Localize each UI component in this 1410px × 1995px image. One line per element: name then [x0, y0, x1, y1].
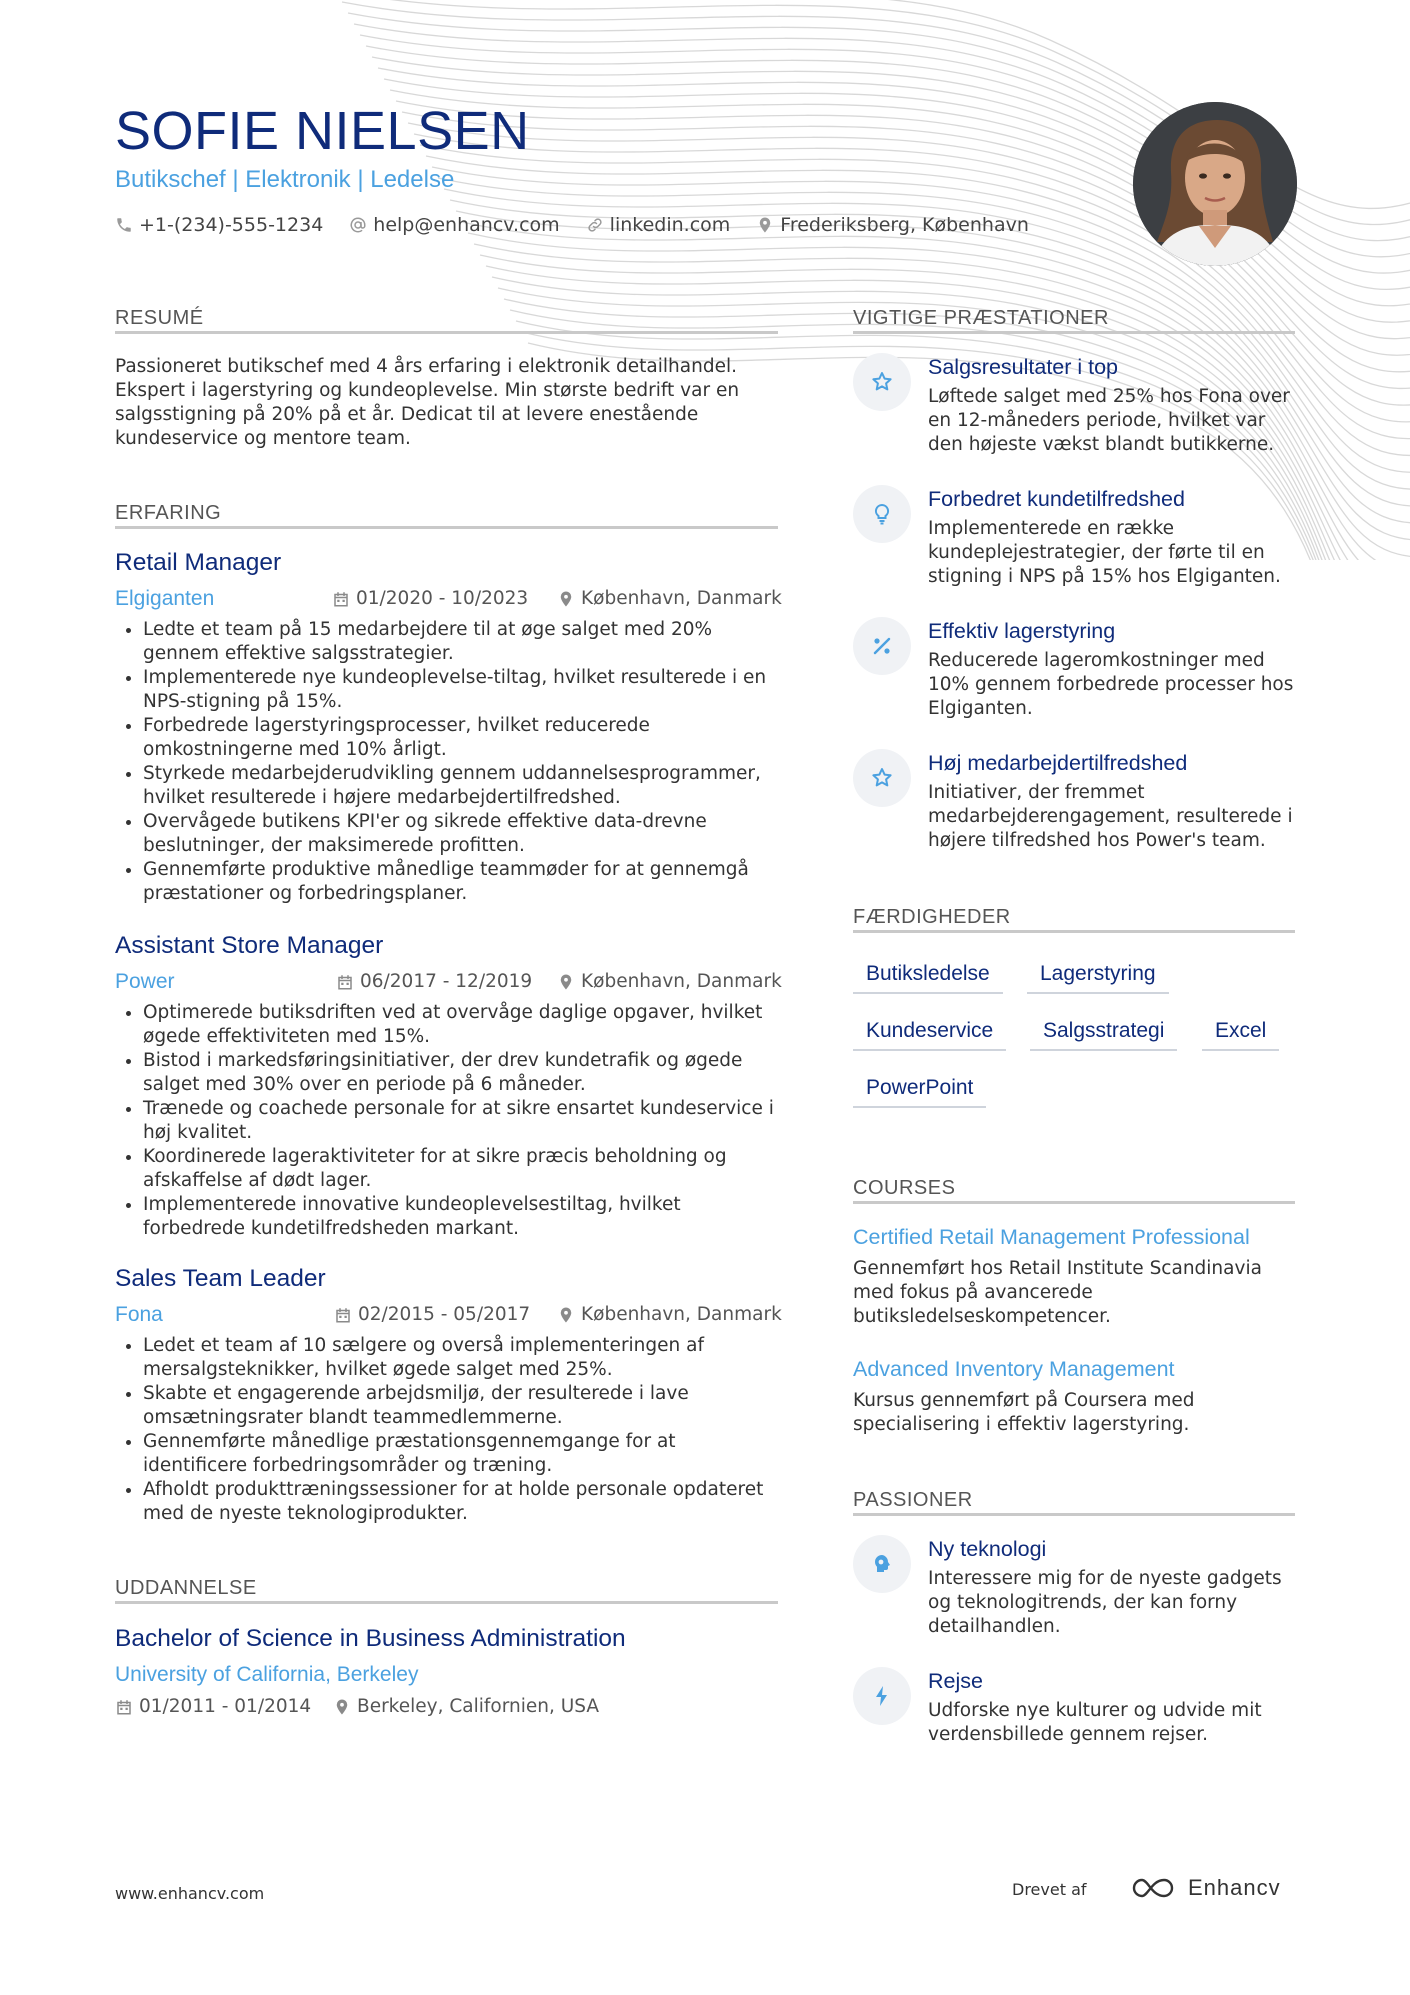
at-icon [349, 216, 367, 234]
job-bullets [115, 1001, 783, 1241]
job-company: Elgiganten [115, 587, 215, 610]
contact-row [115, 214, 1029, 236]
skill-tag: Lagerstyring [1027, 962, 1169, 994]
course-desc: Kursus gennemført på Coursera med specialisering i effektiv lagerstyring. [853, 1390, 1195, 1435]
job-bullet: • Implementerede innovative kundeoplevelsestiltag, hvilket forbedrede kundetilfredsheden markant. [143, 1193, 783, 1241]
profile-photo [1133, 102, 1297, 266]
passion-desc: Interessere mig for de nyeste gadgets og teknologitrends, der kan forny detailhandlen. [928, 1568, 1282, 1637]
wave-background [0, 0, 1410, 560]
experience-section-title: ERFARING [115, 502, 222, 524]
job-bullet: • Implementerede nye kundeoplevelse-tiltag, hvilket resulterede i en NPS-stigning på 15%. [143, 666, 783, 714]
experience-divider [115, 526, 778, 529]
skill-tag: Salgsstrategi [1030, 1019, 1177, 1051]
achievement-title: Forbedret kundetilfredshed [928, 487, 1185, 511]
bolt-icon [853, 1667, 911, 1725]
job-company: Power [115, 970, 175, 993]
location-contact [756, 214, 1029, 236]
job-title: Assistant Store Manager [115, 932, 384, 959]
resume-text: Passioneret butikschef med 4 års erfaring i elektronik detailhandel. Ekspert i lagerstyring og kundeoplevelse. Min største bedrift var en salgsstigning på 20% på et år. Dedicat til at levere enestående kundeservice og mentore team. [115, 356, 740, 449]
skill-tag: Excel [1202, 1019, 1279, 1051]
phone-contact[interactable] [115, 214, 323, 236]
job-bullets [115, 1334, 783, 1526]
job-title: Retail Manager [115, 549, 282, 576]
job-bullet: • Afholdt produkttræningssessioner for at holde personale opdateret med de nyeste teknologiprodukter. [143, 1478, 783, 1526]
job-location-text: København, Danmark [581, 1304, 782, 1325]
education-location [333, 1696, 599, 1717]
courses-divider [853, 1201, 1295, 1204]
job-bullet: • Styrkede medarbejderudvikling gennem uddannelsesprogrammer, hvilket resulterede i højere medarbejdertilfredshed. [143, 762, 783, 810]
job-bullet: • Bistod i markedsføringsinitiativer, der drev kundetrafik og øgede salget med 30% over en periode på 6 måneder. [143, 1049, 783, 1097]
calendar-icon [115, 1698, 133, 1716]
achievement-title: Effektiv lagerstyring [928, 619, 1116, 643]
achievement-title: Høj medarbejdertilfredshed [928, 751, 1188, 775]
footer-website[interactable]: www.enhancv.com [115, 1884, 265, 1903]
calendar-icon [332, 590, 350, 608]
passion-desc: Udforske nye kulturer og udvide mit verdensbillede gennem rejser. [928, 1700, 1262, 1745]
link-icon [586, 216, 604, 234]
candidate-name: SOFIE NIELSEN [115, 101, 530, 161]
candidate-subtitle: Butikschef | Elektronik | Ledelse [115, 166, 455, 193]
job-dates [336, 971, 532, 992]
achievements-divider [853, 331, 1295, 334]
footer-powered-by: Drevet af [1012, 1880, 1087, 1899]
job-bullet: • Overvågede butikens KPI'er og sikrede effektive data-drevne beslutninger, der maksimerede profitten. [143, 810, 783, 858]
education-degree: Bachelor of Science in Business Administration [115, 1625, 626, 1652]
job-location-text: København, Danmark [581, 971, 782, 992]
job-company: Fona [115, 1303, 163, 1326]
courses-section-title: COURSES [853, 1177, 956, 1199]
job-bullet: • Koordinerede lageraktiviteter for at sikre præcis beholdning og afskaffelse af dødt lager. [143, 1145, 783, 1193]
location-pin-icon [557, 1306, 575, 1324]
location-pin-icon [756, 216, 774, 234]
skill-tag: Kundeservice [853, 1019, 1006, 1051]
skill-tag: PowerPoint [853, 1076, 986, 1108]
course-title: Certified Retail Management Professional [853, 1225, 1250, 1249]
phone-icon [115, 216, 133, 234]
job-bullet: • Ledte et team på 15 medarbejdere til at øge salget med 20% gennem effektive salgsstrategier. [143, 618, 783, 666]
passion-title: Rejse [928, 1669, 983, 1693]
job-bullet: • Ledet et team af 10 sælgere og overså implementeringen af mersalgsteknikker, hvilket øgede salget med 25%. [143, 1334, 783, 1382]
email-contact[interactable] [349, 214, 559, 236]
education-divider [115, 1601, 778, 1604]
infinity-logo-icon [1130, 1876, 1178, 1900]
job-bullet: • Forbedrede lagerstyringsprocesser, hvilket reducerede omkostningerne med 10% årligt. [143, 714, 783, 762]
star-icon [853, 749, 911, 807]
location-pin-icon [557, 590, 575, 608]
location-pin-icon [557, 973, 575, 991]
job-bullet: • Gennemførte produktive månedlige teammøder for at gennemgå præstationer og forbedringsplaner. [143, 858, 783, 906]
linkedin-text: linkedin.com [609, 214, 731, 236]
achievements-section-title: VIGTIGE PRÆSTATIONER [853, 307, 1109, 329]
education-section-title: UDDANNELSE [115, 1577, 257, 1599]
calendar-icon [336, 973, 354, 991]
job-dates-text: 02/2015 - 05/2017 [358, 1304, 531, 1325]
job-location [557, 588, 782, 609]
job-location-text: København, Danmark [581, 588, 782, 609]
achievement-desc: Løftede salget med 25% hos Fona over en 12-måneders periode, hvilket var den højeste vækst blandt butikkerne. [928, 386, 1290, 455]
job-bullet: • Optimerede butiksdriften ved at overvåge daglige opgaver, hvilket øgede effektiviteten med 15%. [143, 1001, 783, 1049]
passions-section-title: PASSIONER [853, 1489, 973, 1511]
achievement-desc: Implementerede en række kundeplejestrategier, der førte til en stigning i NPS på 15% hos Elgiganten. [928, 518, 1281, 587]
job-title: Sales Team Leader [115, 1265, 326, 1292]
resume-section-title: RESUMÉ [115, 307, 204, 329]
job-bullet: • Gennemførte månedlige præstationsgennemgange for at identificere forbedringsområder og træning. [143, 1430, 783, 1478]
achievement-title: Salgsresultater i top [928, 355, 1119, 379]
education-dates-text: 01/2011 - 01/2014 [139, 1696, 312, 1717]
brand-name: Enhancv [1188, 1875, 1281, 1900]
education-school: University of California, Berkeley [115, 1663, 419, 1686]
job-dates-text: 01/2020 - 10/2023 [356, 588, 529, 609]
location-text: Frederiksberg, København [780, 214, 1029, 236]
course-title: Advanced Inventory Management [853, 1357, 1175, 1381]
achievement-desc: Initiativer, der fremmet medarbejderengagement, resulterede i højere tilfredshed hos Power's team. [928, 782, 1293, 851]
job-bullets [115, 618, 783, 906]
passion-title: Ny teknologi [928, 1537, 1047, 1561]
linkedin-contact[interactable] [586, 214, 731, 236]
passions-divider [853, 1513, 1295, 1516]
enhancv-logo[interactable] [1130, 1875, 1281, 1901]
resume-divider [115, 331, 778, 334]
percent-icon [853, 617, 911, 675]
location-pin-icon [333, 1698, 351, 1716]
job-dates [334, 1304, 530, 1325]
email-text: help@enhancv.com [373, 214, 560, 236]
lightbulb-icon [853, 485, 911, 543]
education-dates [115, 1696, 311, 1717]
phone-text: +1-(234)-555-1234 [139, 214, 324, 236]
skills-divider [853, 930, 1295, 933]
star-icon [853, 353, 911, 411]
achievement-desc: Reducerede lageromkostninger med 10% gennem forbedrede processer hos Elgiganten. [928, 650, 1294, 719]
job-location [557, 1304, 782, 1325]
job-bullet: • Skabte et engagerende arbejdsmiljø, der resulterede i lave omsætningsrater blandt teammedlemmerne. [143, 1382, 783, 1430]
job-dates [332, 588, 528, 609]
skills-section-title: FÆRDIGHEDER [853, 906, 1011, 928]
job-location [557, 971, 782, 992]
brain-icon [853, 1535, 911, 1593]
education-location-text: Berkeley, Californien, USA [357, 1696, 600, 1717]
job-bullet: • Trænede og coachede personale for at sikre ensartet kundeservice i høj kvalitet. [143, 1097, 783, 1145]
portrait-illustration [1133, 102, 1297, 266]
calendar-icon [334, 1306, 352, 1324]
course-desc: Gennemført hos Retail Institute Scandinavia med fokus på avancerede butiksledelseskompetencer. [853, 1258, 1262, 1327]
skill-tag: Butiksledelse [853, 962, 1003, 994]
job-dates-text: 06/2017 - 12/2019 [360, 971, 533, 992]
